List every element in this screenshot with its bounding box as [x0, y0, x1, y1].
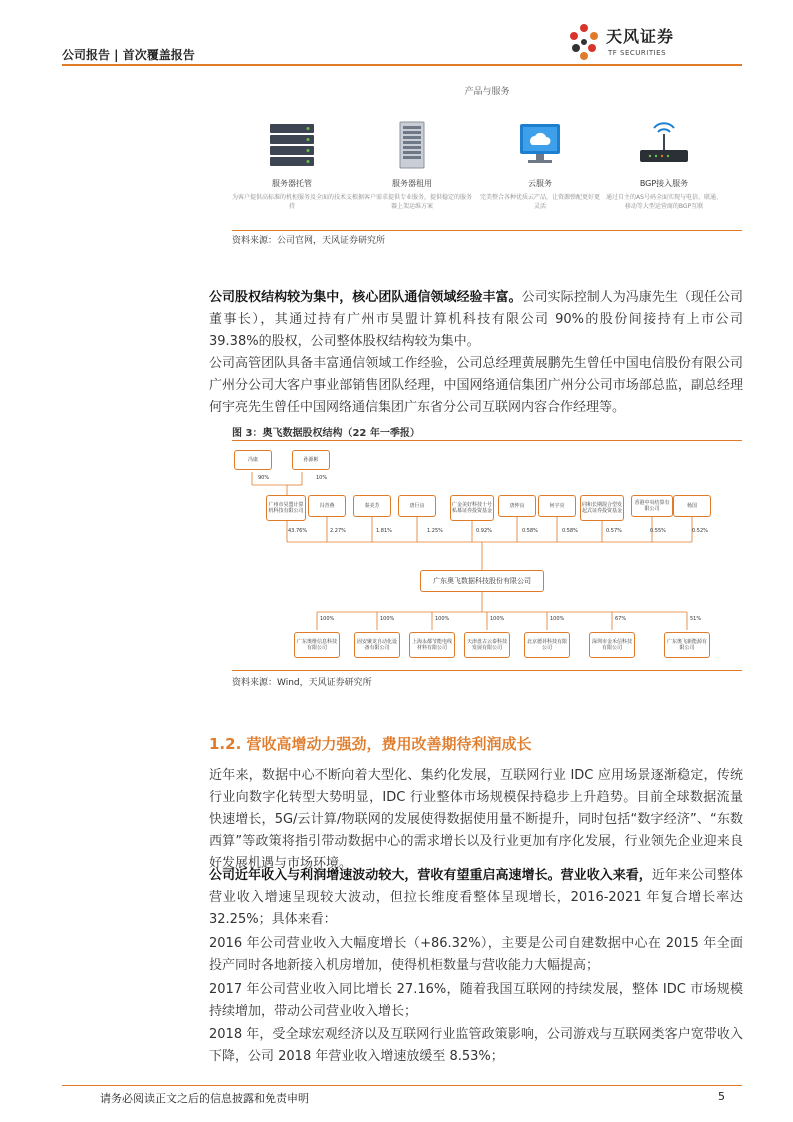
report-type-title: 公司报告 | 首次覆盖报告: [62, 48, 195, 62]
subsidiary-pct: 67%: [615, 616, 627, 622]
subsidiary-pct: 100%: [490, 616, 505, 622]
paragraph-management: 公司高管团队具备丰富通信领域工作经验，公司总经理黄展鹏先生曾任中国电信股份有限公司广州分公司大客户事业部销售团队经理，中国网络通信集团广州分公司市场部总监，副总经理何宇亮先生曾任中国网络通信集团广东省分公司互联网内容合作经理等。: [209, 356, 743, 415]
shareholder-pct: 0.57%: [606, 528, 622, 534]
footer-rule: [62, 1085, 742, 1086]
shareholder-node: 同和长期混合型发起式证券投资基金: [580, 495, 624, 521]
paragraph-2017: 2017 年公司营业收入同比增长 27.16%，随着我国互联网的持续发展，整体 IDC 市场规模持续增加，带动公司营业收入增长；: [209, 982, 743, 1019]
paragraph-2016: 2016 年公司营业收入大幅度增长（+86.32%），主要是公司自建数据中心在 2015 年全面投产同时各地新接入机房增加，使得机柜数量与营收能力大幅提高；: [209, 936, 743, 973]
shareholder-pct: 43.76%: [288, 528, 308, 534]
shareholder-node: 何宇亮: [538, 495, 576, 517]
service-name: 云服务: [528, 179, 552, 188]
subsidiary-node: 固安聚龙自动化设备有限公司: [354, 632, 400, 658]
shareholder-node: 杨国: [673, 495, 711, 517]
figure-bottom-rule: [232, 670, 742, 671]
services-figure: [232, 70, 742, 230]
service-rental: [352, 120, 472, 230]
paragraph-lead: 公司股权结构较为集中，核心团队通信领域经验丰富。: [209, 290, 522, 305]
subsidiary-pct: 100%: [550, 616, 565, 622]
service-name: 服务器托管: [272, 179, 312, 188]
section-heading: 1.2. 营收高增动力强劲，费用改善期待利润成长: [209, 735, 532, 753]
subsidiary-node: 上海永都节能电线材料有限公司: [409, 632, 455, 658]
figure-top-rule: [232, 440, 742, 441]
subsidiary-node: 广东奥维信息科技有限公司: [294, 632, 340, 658]
subsidiary-pct: 100%: [380, 616, 395, 622]
shareholder-pct: 0.92%: [476, 528, 492, 534]
figure-title: 图 3：奥飞数据股权结构（22 年一季报）: [232, 428, 420, 439]
service-name: BGP接入服务: [639, 179, 689, 188]
header-rule: [62, 64, 742, 66]
service-bgp: [604, 120, 724, 230]
service-hosting: [232, 120, 352, 230]
company-logo: [566, 22, 686, 64]
shareholder-pct: 0.58%: [522, 528, 538, 534]
server-tower-icon: [382, 120, 442, 170]
holder-node: 孙源彬: [292, 450, 330, 470]
logo-mark-icon: [566, 22, 602, 62]
shareholder-node: 广金美好科技十号私募证券投资基金: [450, 495, 494, 521]
figure-rule: [232, 230, 742, 231]
shareholder-pct: 0.52%: [692, 528, 708, 534]
shareholder-node: 香港中央结算有限公司: [631, 495, 673, 517]
subsidiary-node: 深圳市金禾信科技有限公司: [589, 632, 635, 658]
paragraph-industry: 近年来，数据中心不断向着大型化、集约化发展，互联网行业 IDC 应用场景逐渐稳定，传统行业向数字化转型大势明显，IDC 行业整体市场规模保持稳步上升趋势。目前全球数据流量快速增长，5G/云计算/物联网的发展使得数据使用量不断提升，同时包括“数字经济”、“东数西算”等政策将指引带动数据中心的需求增长以及行业更加有序化发展，行业领先企业迎来良好发展机遇与市场环境。: [209, 768, 743, 871]
router-antenna-icon: [634, 120, 694, 170]
shareholder-pct: 0.55%: [650, 528, 666, 534]
service-cloud: [480, 120, 600, 230]
company-node: 广东奥飞数据科技股份有限公司: [420, 570, 544, 592]
service-desc: 根据客户需求提供专业服务，提供稳定的服务器上架运维方案: [352, 194, 473, 210]
paragraph-body: 近年来公司整体营业收入增速呈现较大波动，但拉长维度看整体呈现增长，2016-2021 年复合增长率达 32.25%；具体来看：: [209, 868, 743, 927]
shareholder-node: 广州市昊盟计算机科技有限公司: [266, 495, 306, 521]
shareholder-node: 冯青燕: [308, 495, 346, 517]
service-desc: 为客户提供高标准的机柜服务及全面的技术支持: [232, 194, 353, 210]
shareholder-pct: 0.58%: [562, 528, 578, 534]
subsidiary-node: 广东奥飞新能源有限公司: [664, 632, 710, 658]
holder-pct: 90%: [258, 475, 270, 481]
subsidiary-pct: 100%: [435, 616, 450, 622]
subsidiary-pct: 51%: [690, 616, 702, 622]
paragraph-body: 公司实际控制人为冯康先生（现任公司董事长），其通过持有广州市昊盟计算机科技有限公司 90%的股份间接持有上市公司 39.38%的股权，公司整体股权结构较为集中。: [209, 290, 743, 349]
ownership-diagram: [232, 442, 742, 670]
holder-pct: 10%: [316, 475, 328, 481]
page-number: 5: [718, 1090, 725, 1103]
shareholder-pct: 1.25%: [427, 528, 443, 534]
holder-node: 冯康: [234, 450, 272, 470]
shareholder-pct: 1.81%: [376, 528, 392, 534]
server-rack-icon: [262, 120, 322, 170]
service-desc: 通过自主的AS号码全面实现与电信、联通、移动等大型运营商的BGP互联: [606, 194, 722, 210]
footer-disclaimer: 请务必阅读正文之后的信息披露和免责申明: [100, 1092, 309, 1105]
shareholder-node: 唐巨良: [398, 495, 436, 517]
subsidiary-node: 北京德昇科技有限公司: [524, 632, 570, 658]
paragraph-lead: 公司近年收入与利润增速波动较大，营收有望重启高速增长。营业收入来看，: [209, 868, 652, 883]
service-name: 服务器租用: [392, 179, 432, 188]
shareholder-node: 唐仲良: [498, 495, 536, 517]
shareholder-node: 秦美芳: [353, 495, 391, 517]
logo-text-en: TF SECURITIES: [608, 49, 667, 57]
services-source: 资料来源：公司官网，天风证券研究所: [232, 236, 386, 246]
logo-text-cn: 天风证券: [606, 27, 675, 46]
paragraph-2018: 2018 年，受全球宏观经济以及互联网行业监管政策影响，公司游戏与互联网类客户宽带收入下降，公司 2018 年营业收入增速放缓至 8.53%；: [209, 1027, 743, 1064]
subsidiary-pct: 100%: [320, 616, 335, 622]
service-desc: 完美整合各种优质云产品，让资源弹配更好更灵活: [480, 194, 601, 210]
figure-source: 资料来源：Wind，天风证券研究所: [232, 678, 372, 688]
paragraph-revenue: [209, 865, 743, 931]
cloud-monitor-icon: [510, 120, 570, 170]
services-caption: 产品与服务: [464, 87, 510, 97]
shareholder-pct: 2.27%: [330, 528, 346, 534]
subsidiary-node: 天津盘古云泰科技发展有限公司: [464, 632, 510, 658]
paragraph-ownership: [209, 287, 743, 353]
